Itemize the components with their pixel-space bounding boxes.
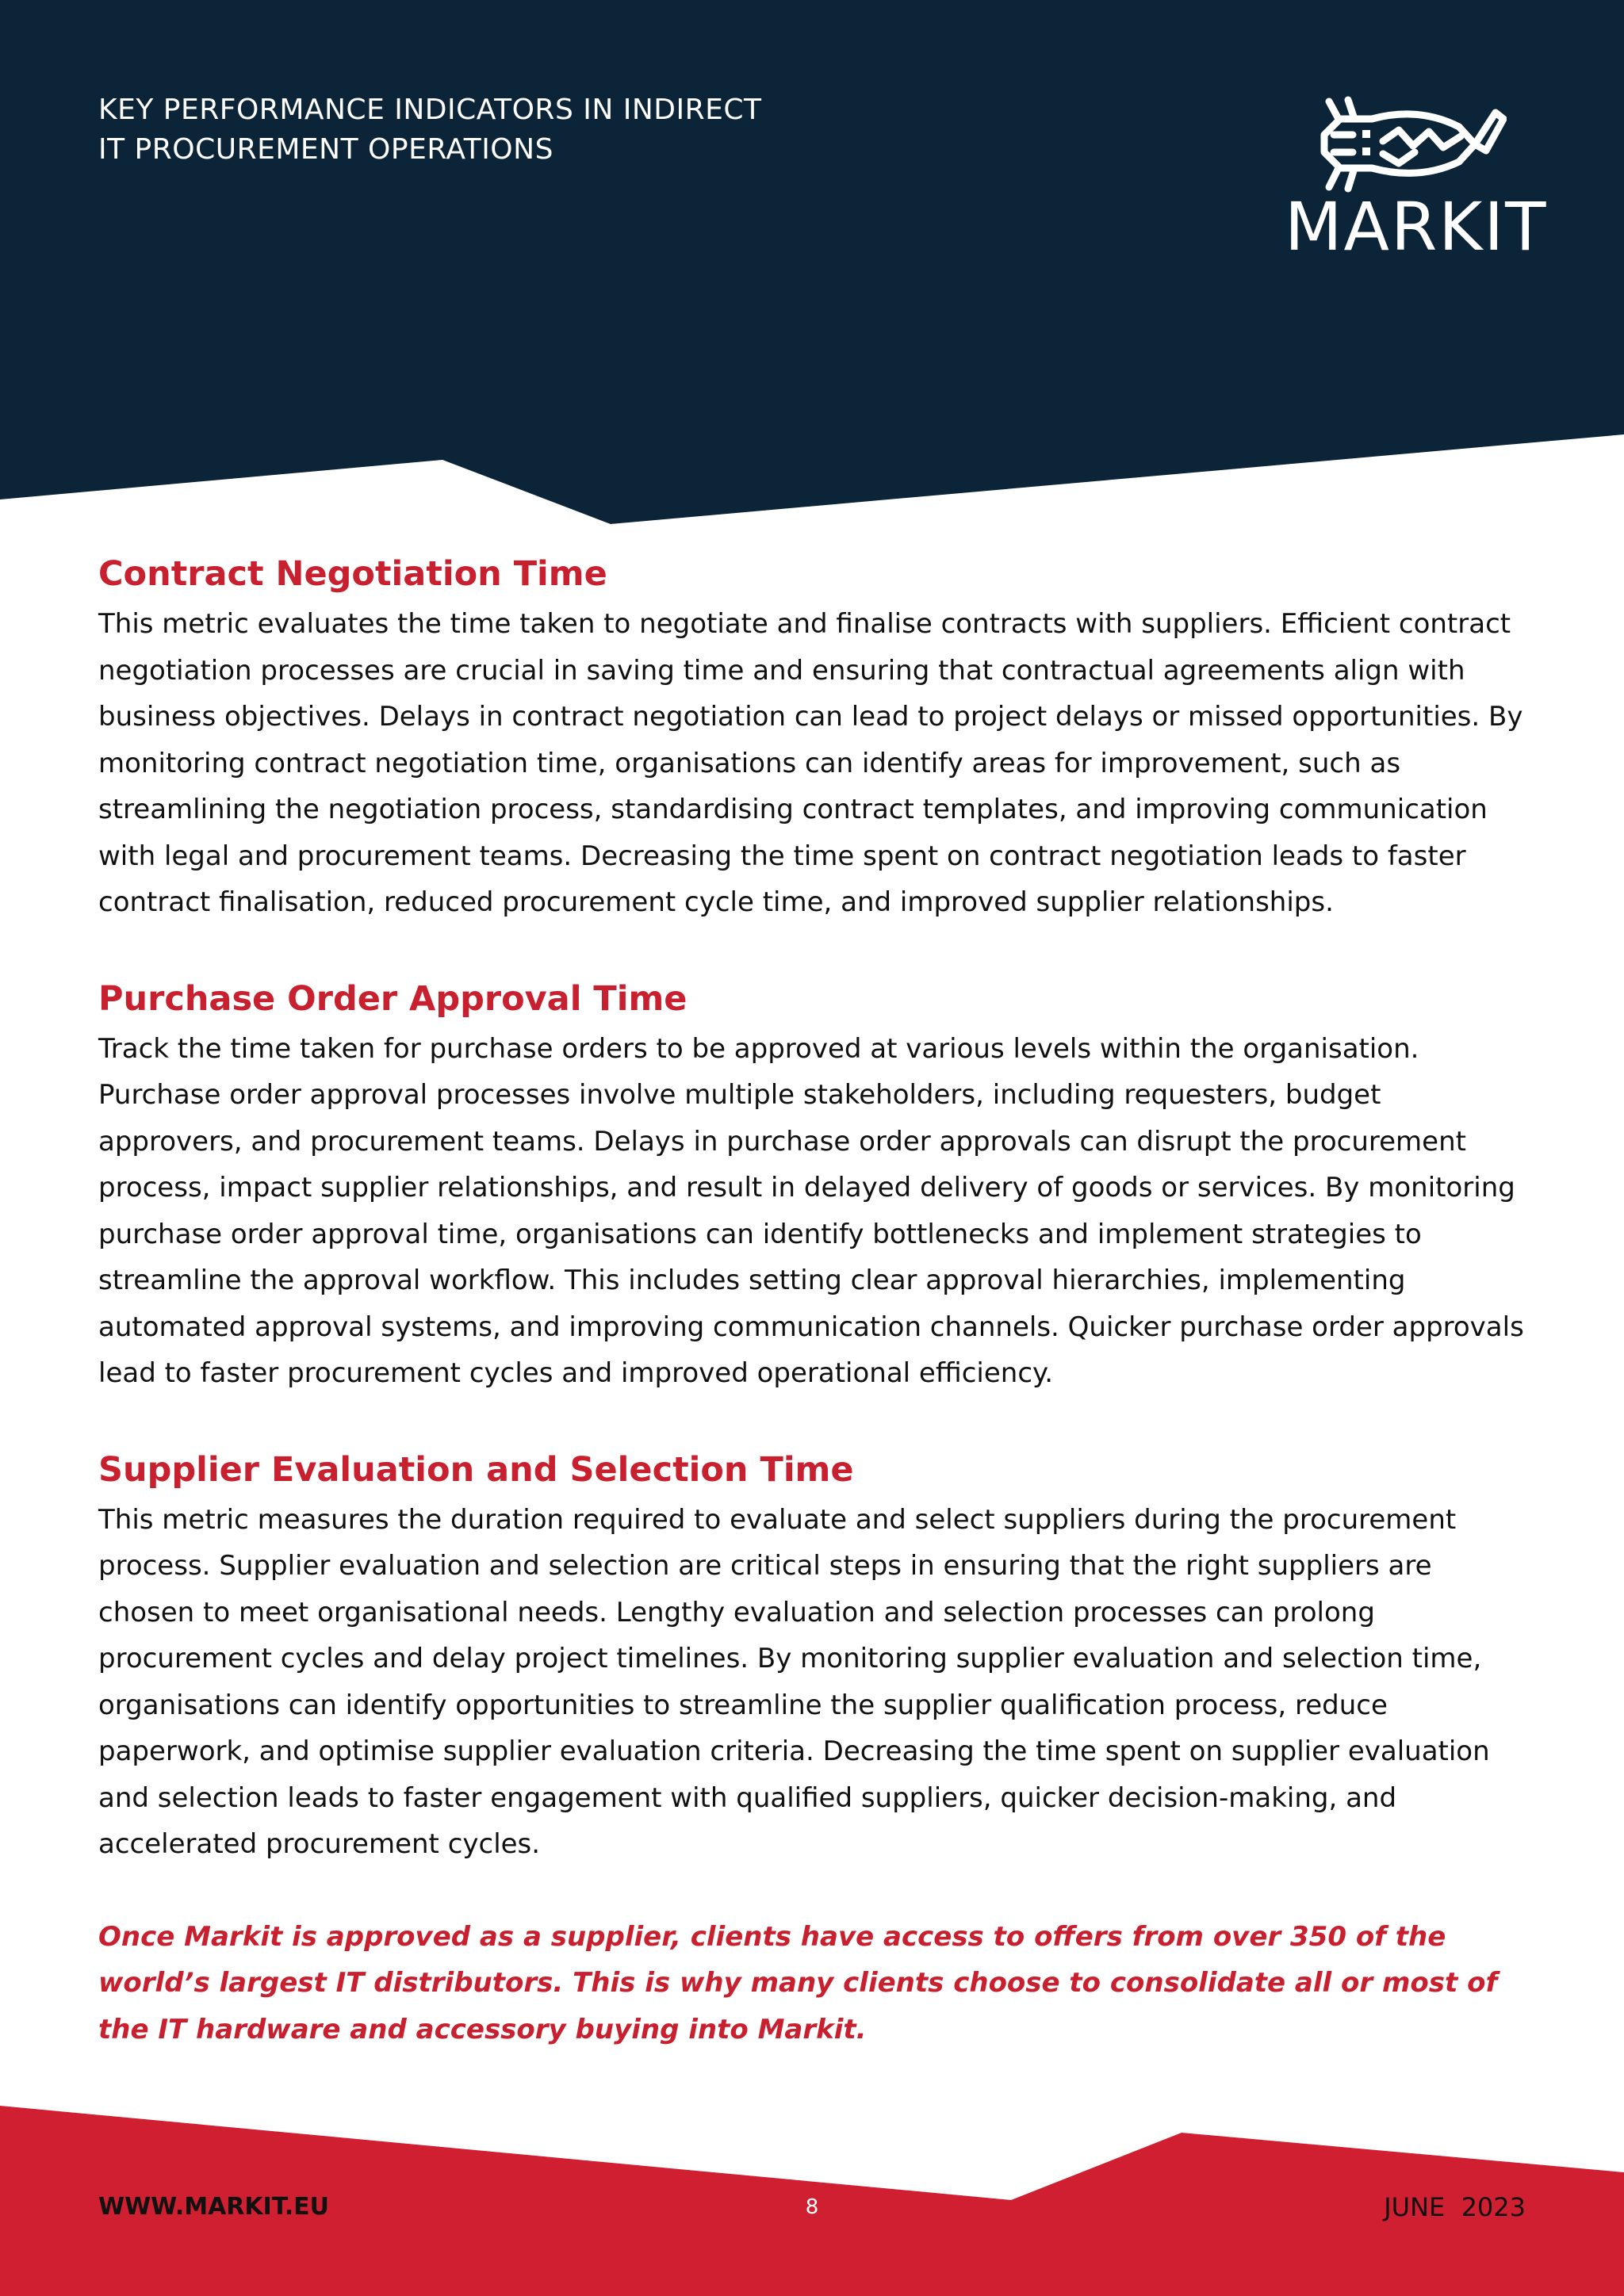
footer-website-link[interactable]: WWW.MARKIT.EU [98, 2193, 329, 2221]
section-body: Track the time taken for purchase orders to be approved at various levels within the organisation. Purchase order approval processes involve multiple stakeholders, including requesters, budget approvers, and procurement teams. Delays in purchase order approvals can disrupt the procurement process, impact supplier relationships, and result in delayed delivery of goods or services. By monitoring purchase order approval time, organisations can identify bottlenecks and implement strategies to streamline the approval workflow. This includes setting clear approval hierarchies, implementing automated approval systems, and improving communication channels. Quicker purchase order approvals lead to faster procurement cycles and improved operational efficiency. [98, 1032, 1524, 1389]
section-heading: Purchase Order Approval Time [98, 978, 688, 1019]
header-band [0, 0, 1624, 539]
callout-text: Once Markit is approved as a supplier, clients have access to offers from over 350 of the world’s largest IT distributors. This is why many clients choose to consolidate all or most of the IT hardware and accessory buying into Markit. [98, 1920, 1498, 2045]
main-content [98, 547, 1526, 2053]
section-supplier-evaluation [98, 1443, 1526, 1868]
footer-date: JUNE 2023 [1384, 2192, 1526, 2222]
markit-logo [1285, 87, 1548, 266]
section-contract-negotiation [98, 547, 1526, 926]
logo-wordmark: MARKIT [1285, 188, 1548, 266]
document-title-line-2: IT PROCUREMENT OPERATIONS [98, 133, 553, 166]
section-body: This metric evaluates the time taken to negotiate and finalise contracts with suppliers. Efficient contract negotiation processes are crucial in saving time and ensuring that contractual agreements align with business objectives. Delays in contract negotiation can lead to project delays or missed opportunities. By monitoring contract negotiation time, organisations can identify areas for improvement, such as streamlining the negotiation process, standardising contract templates, and improving communication with legal and procurement teams. Decreasing the time spent on contract negotiation leads to faster contract finalisation, reduced procurement cycle time, and improved supplier relationships. [98, 608, 1523, 918]
section-body: This metric measures the duration required to evaluate and select suppliers during the procurement process. Supplier evaluation and selection are critical steps in ensuring that the right suppliers are chosen to meet organisational needs. Lengthy evaluation and selection processes can prolong procurement cycles and delay project timelines. By monitoring supplier evaluation and selection time, organisations can identify opportunities to streamline the supplier qualification process, reduce paperwork, and optimise supplier evaluation criteria. Decreasing the time spent on supplier evaluation and selection leads to faster engagement with qualified suppliers, quicker decision-making, and accelerated procurement cycles. [98, 1503, 1490, 1860]
section-po-approval [98, 972, 1526, 1397]
section-heading: Supplier Evaluation and Selection Time [98, 1449, 854, 1490]
section-heading: Contract Negotiation Time [98, 554, 607, 594]
lobster-logo-icon [1316, 95, 1507, 193]
document-title-line-1: KEY PERFORMANCE INDICATORS IN INDIRECT [98, 94, 762, 126]
page-number: 8 [805, 2195, 819, 2219]
document-title [98, 90, 812, 170]
